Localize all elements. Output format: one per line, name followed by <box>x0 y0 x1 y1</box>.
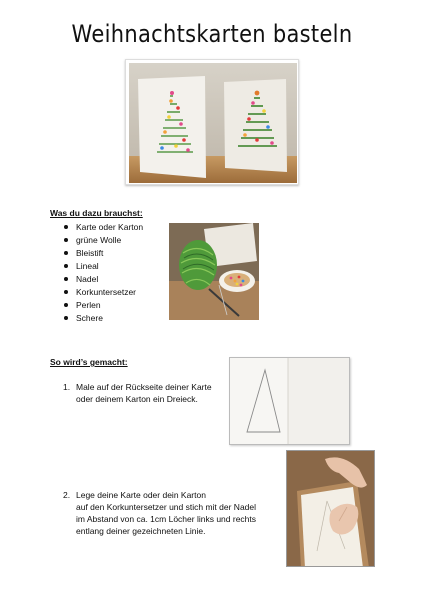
materials-heading: Was du dazu brauchst: <box>50 208 143 218</box>
materials-photo <box>169 223 259 320</box>
step-2-photo <box>286 450 375 567</box>
step-text-line: entlang deiner gezeichneten Linie. <box>76 526 206 536</box>
list-item: Bleistift <box>62 247 143 260</box>
materials-list <box>62 221 143 325</box>
hero-photo-illustration <box>126 60 299 185</box>
list-item: Lineal <box>62 260 143 273</box>
step-text-line: im Abstand von ca. 1cm Löcher links und rechts <box>76 514 257 524</box>
list-item: Karte oder Karton <box>62 221 143 234</box>
materials-illustration <box>169 223 259 320</box>
hero-photo-christmas-cards <box>125 59 299 185</box>
step-1-photo <box>229 357 350 445</box>
step-1-illustration <box>230 358 350 445</box>
page-title: Weihnachtskarten basteln <box>71 20 353 48</box>
list-item: Schere <box>62 312 143 325</box>
list-item: grüne Wolle <box>62 234 143 247</box>
step-number: 2. <box>63 490 71 500</box>
step-2-illustration <box>287 451 375 567</box>
step-text-line: Male auf der Rückseite deiner Karte <box>76 382 212 392</box>
step-text-line: Lege deine Karte oder dein Karton <box>76 490 206 500</box>
step-text-line: auf den Korkuntersetzer und stich mit der Nadel <box>76 502 257 512</box>
instructions-heading: So wird’s gemacht: <box>50 357 128 367</box>
list-item: Korkuntersetzer <box>62 286 143 299</box>
step-text-line: oder deinem Karton ein Dreieck. <box>76 394 198 404</box>
step-number: 1. <box>63 382 71 392</box>
list-item: Perlen <box>62 299 143 312</box>
list-item: Nadel <box>62 273 143 286</box>
